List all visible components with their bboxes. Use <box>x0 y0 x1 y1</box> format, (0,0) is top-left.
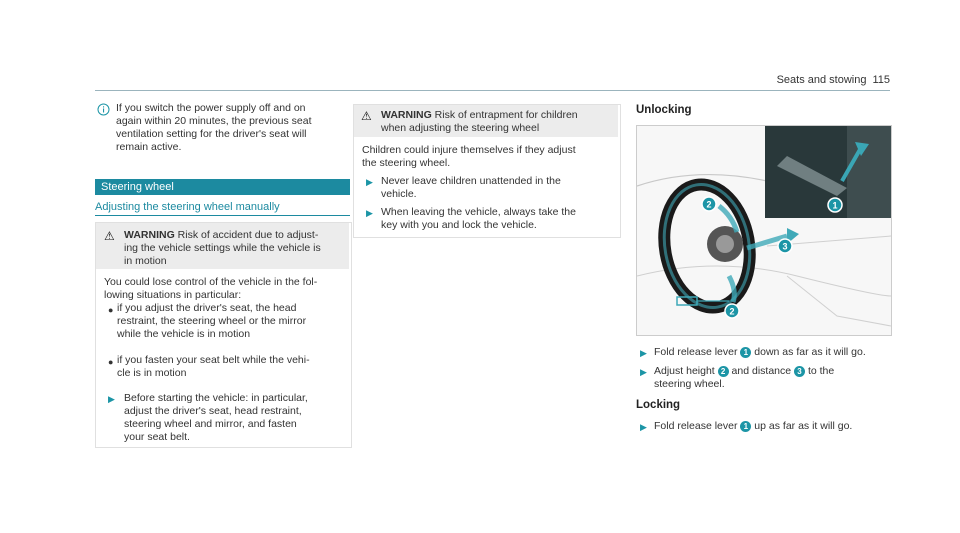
callout-1 <box>828 198 842 212</box>
callout-2-bottom <box>725 304 739 318</box>
action-arrow-icon: ▶ <box>640 348 647 358</box>
unlocking-heading: Unlocking <box>636 104 692 116</box>
warning-action-entrapment <box>381 175 616 201</box>
callout-label: 2 <box>729 306 735 317</box>
action-line: Before starting the vehicle: in particular, <box>124 392 308 404</box>
section-title-bar <box>95 179 350 195</box>
warning-body-entrapment <box>362 144 614 170</box>
warning-title-line: Risk of accident due to adjust- <box>174 229 319 241</box>
callout-badge: 1 <box>740 421 751 432</box>
steering-wheel-illustration <box>637 126 891 335</box>
warning-action-accident <box>124 392 346 444</box>
warning-body-line: lowing situations in particular: <box>104 289 242 301</box>
callout-badge: 1 <box>740 347 751 358</box>
bullet-line: if you adjust the driver's seat, the head <box>117 302 297 314</box>
warning-label: WARNING <box>381 109 432 121</box>
action-arrow-icon: ▶ <box>108 394 115 404</box>
note-text: If you switch the power supply off and on again within 20 minutes, the previous seat ventilation setting for the driver's seat will remain active. <box>116 102 312 153</box>
step-text: and distance <box>728 365 795 377</box>
bullet-line: while the vehicle is in motion <box>117 328 251 340</box>
bullet-item <box>117 354 347 380</box>
warning-title-line: ing the vehicle settings while the vehicle is <box>124 242 321 254</box>
callout-label: 1 <box>832 200 838 211</box>
action-arrow-icon: ▶ <box>640 367 647 377</box>
warning-body-accident <box>104 276 344 302</box>
callout-3 <box>778 239 792 253</box>
action-arrow-icon: ▶ <box>366 208 373 218</box>
step-text: to the <box>805 365 835 377</box>
warning-title-entrapment <box>381 109 616 135</box>
locking-heading: Locking <box>636 399 681 411</box>
step-text: Fold release lever <box>654 420 741 432</box>
step-text: up as far as it will go. <box>751 420 853 432</box>
warning-title-line: when adjusting the steering wheel <box>381 122 540 134</box>
action-line: adjust the driver's seat, head restraint, <box>124 405 302 417</box>
callout-2-top <box>702 197 716 211</box>
warning-body-line: Children could injure themselves if they adjust <box>362 144 576 156</box>
action-line: your seat belt. <box>124 431 190 443</box>
warning-label: WARNING <box>124 229 175 241</box>
action-line: When leaving the vehicle, always take the <box>381 206 576 218</box>
callout-badge: 3 <box>794 366 805 377</box>
step-text: steering wheel. <box>654 378 725 390</box>
running-header <box>777 74 890 87</box>
action-line: key with you and lock the vehicle. <box>381 219 537 231</box>
bullet-line: if you fasten your seat belt while the vehi- <box>117 354 310 366</box>
warning-body-line: You could lose control of the vehicle in the fol- <box>104 276 318 288</box>
callout-label: 2 <box>706 199 712 210</box>
unlock-step-2 <box>654 365 890 391</box>
lock-step-1 <box>654 420 890 433</box>
steering-wheel-figure <box>636 125 892 336</box>
bullet-icon: ● <box>108 357 114 367</box>
warning-triangle-icon: ⚠ <box>104 229 115 243</box>
header-section: Seats and stowing <box>776 74 867 86</box>
warning-body-line: the steering wheel. <box>362 157 451 169</box>
warning-triangle-icon: ⚠ <box>361 109 372 123</box>
header-divider <box>95 90 890 91</box>
unlock-step-1 <box>654 346 890 359</box>
action-line: steering wheel and mirror, and fasten <box>124 418 297 430</box>
subsection-title: Adjusting the steering wheel manually <box>95 201 280 213</box>
step-text: Fold release lever <box>654 346 741 358</box>
subsection-divider <box>95 215 350 216</box>
warning-title-line: in motion <box>124 255 167 267</box>
action-line: Never leave children unattended in the <box>381 175 561 187</box>
action-arrow-icon: ▶ <box>640 422 647 432</box>
warning-title-accident <box>124 229 346 268</box>
action-line: vehicle. <box>381 188 417 200</box>
callout-label: 3 <box>782 241 788 252</box>
bullet-line: cle is in motion <box>117 367 187 379</box>
bullet-line: restraint, the steering wheel or the mirror <box>117 315 307 327</box>
warning-title-line: Risk of entrapment for children <box>431 109 578 121</box>
warning-action-entrapment <box>381 206 616 232</box>
action-arrow-icon: ▶ <box>366 177 373 187</box>
step-text: Adjust height <box>654 365 718 377</box>
section-title: Steering wheel <box>101 181 174 193</box>
step-text: down as far as it will go. <box>751 346 866 358</box>
bullet-item <box>117 302 347 341</box>
info-icon <box>97 103 110 116</box>
callout-badge: 2 <box>718 366 729 377</box>
bullet-icon: ● <box>108 305 114 315</box>
page-number: 115 <box>872 74 890 86</box>
